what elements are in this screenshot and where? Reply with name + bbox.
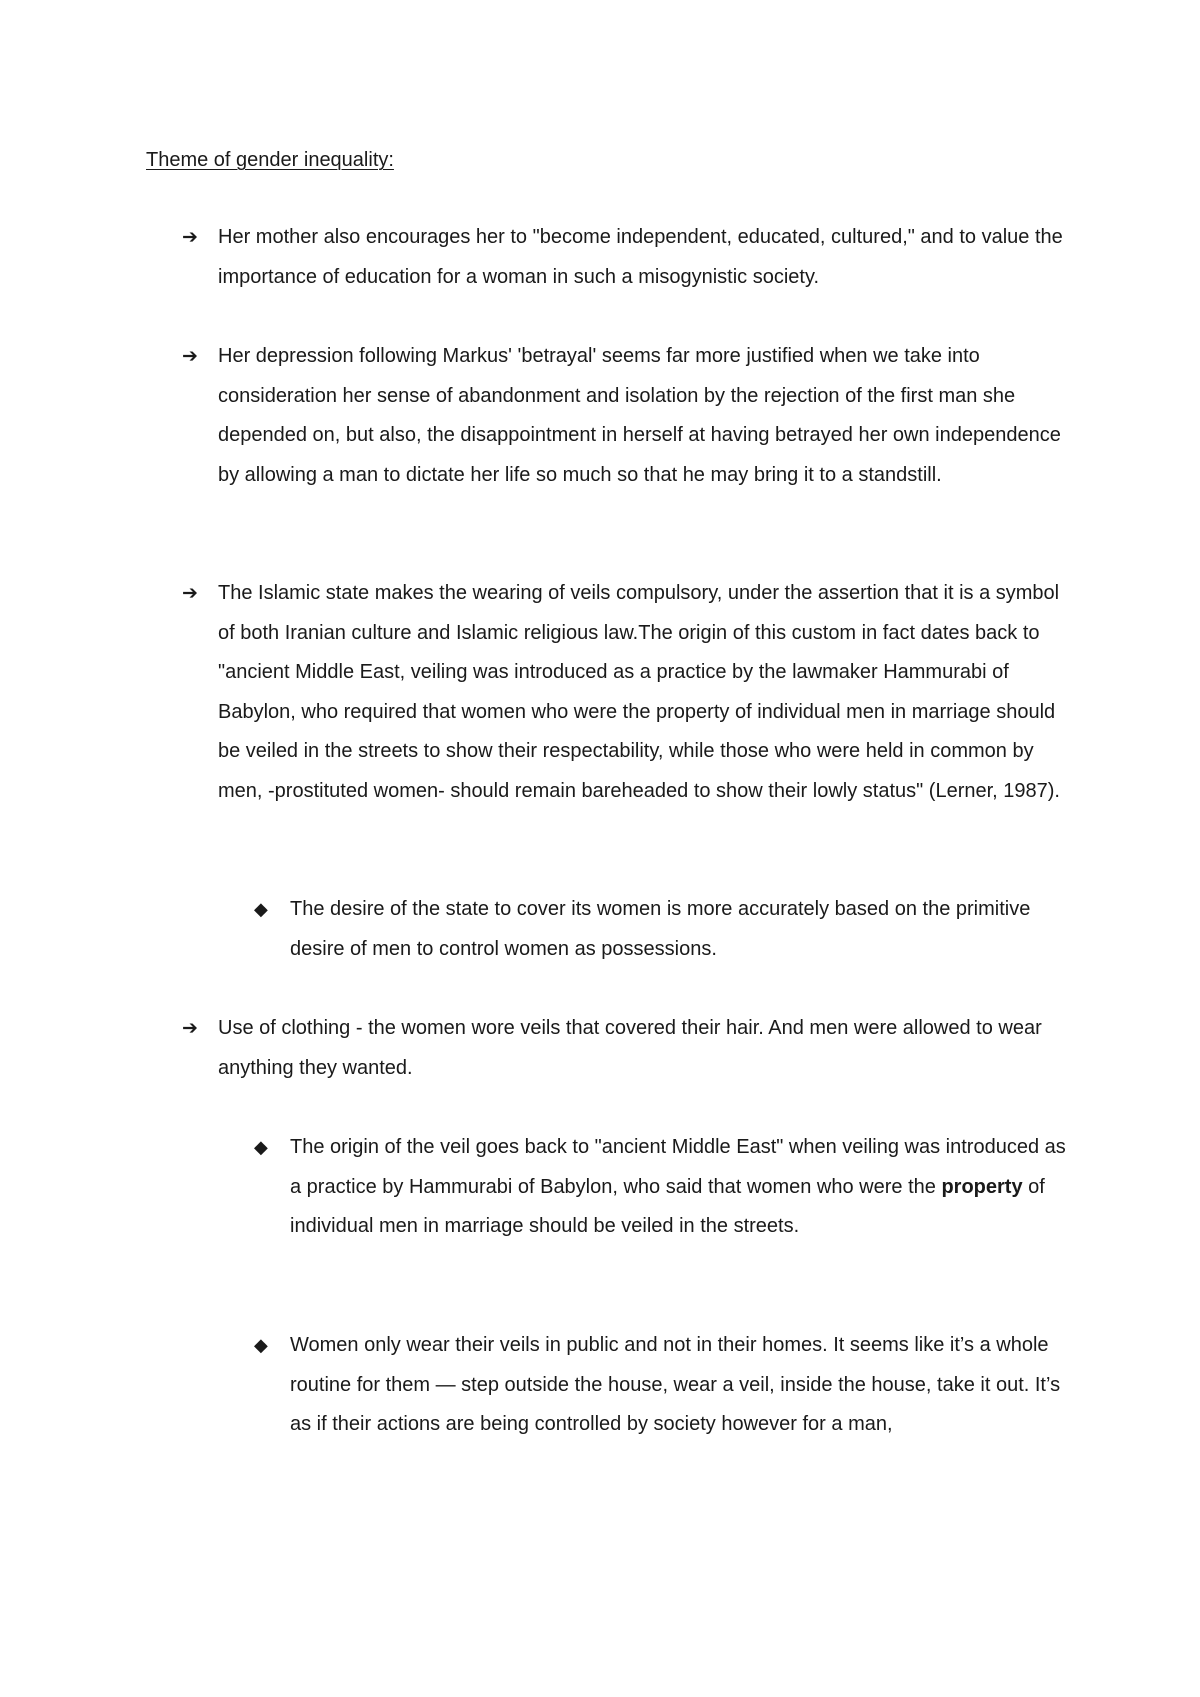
- arrow-bullet-icon: ➔: [182, 1018, 198, 1039]
- bullet-item: [146, 1009, 1066, 1088]
- sub-bullet-item: [218, 1128, 1066, 1247]
- bold-word-property: property: [941, 1175, 1023, 1198]
- sub-bullet-text: The desire of the state to cover its women is more accurately based on the primitive desire of men to control women as possessions.: [290, 898, 1031, 960]
- bullet-text: The Islamic state makes the wearing of veils compulsory, under the assertion that it is a symbol of both Iranian culture and Islamic religious law.The origin of this custom in fact dates back to "ancient Middle East, veiling was introduced as a practice by the lawmaker Hammurabi of Babylon, who required that women who were the property of individual men in marriage should be veiled in the streets to show their respectability, while those who were held in common by men, -prostituted women- should remain bareheaded to show their lowly status" (Lerner, 1987).: [218, 582, 1060, 802]
- arrow-bullet-icon: ➔: [182, 227, 198, 248]
- text-before-bold: The origin of the veil goes back to "ancient Middle East" when veiling was introduced as a practice by Hammurabi of Babylon, who said that women who were the: [290, 1136, 1066, 1198]
- sub-bullet-item: [218, 890, 1066, 969]
- bullet-item: [146, 337, 1066, 495]
- diamond-bullet-icon: ◆: [254, 1137, 268, 1157]
- bullet-text: Her mother also encourages her to "become independent, educated, cultured," and to value the importance of education for a woman in such a misogynistic society.: [218, 226, 1063, 288]
- bullet-text: Her depression following Markus' 'betrayal' seems far more justified when we take into consideration her sense of abandonment and isolation by the rejection of the first man she depended on, but also, the disappointment in herself at having betrayed her own independence by allowing a man to dictate her life so much so that he may bring it to a standstill.: [218, 345, 1061, 486]
- sub-bullet-text: [290, 1128, 1066, 1247]
- arrow-bullet-icon: ➔: [182, 583, 198, 604]
- diamond-bullet-icon: ◆: [254, 1335, 268, 1355]
- text-after-bold: of individual men in marriage should be veiled in the streets.: [290, 1175, 1045, 1237]
- bullet-item: [146, 574, 1066, 811]
- diamond-bullet-icon: ◆: [254, 899, 268, 919]
- section-heading: Theme of gender inequality:: [146, 149, 394, 171]
- arrow-bullet-icon: ➔: [182, 346, 198, 367]
- sub-bullet-item: [218, 1326, 1066, 1445]
- bullet-item: [146, 218, 1066, 297]
- sub-bullet-text: Women only wear their veils in public and not in their homes. It seems like it’s a whole routine for them — step outside the house, wear a veil, inside the house, take it out. It’s as if their actions are being controlled by society however for a man,: [290, 1334, 1061, 1435]
- bullet-text: Use of clothing - the women wore veils that covered their hair. And men were allowed to wear anything they wanted.: [218, 1017, 1042, 1079]
